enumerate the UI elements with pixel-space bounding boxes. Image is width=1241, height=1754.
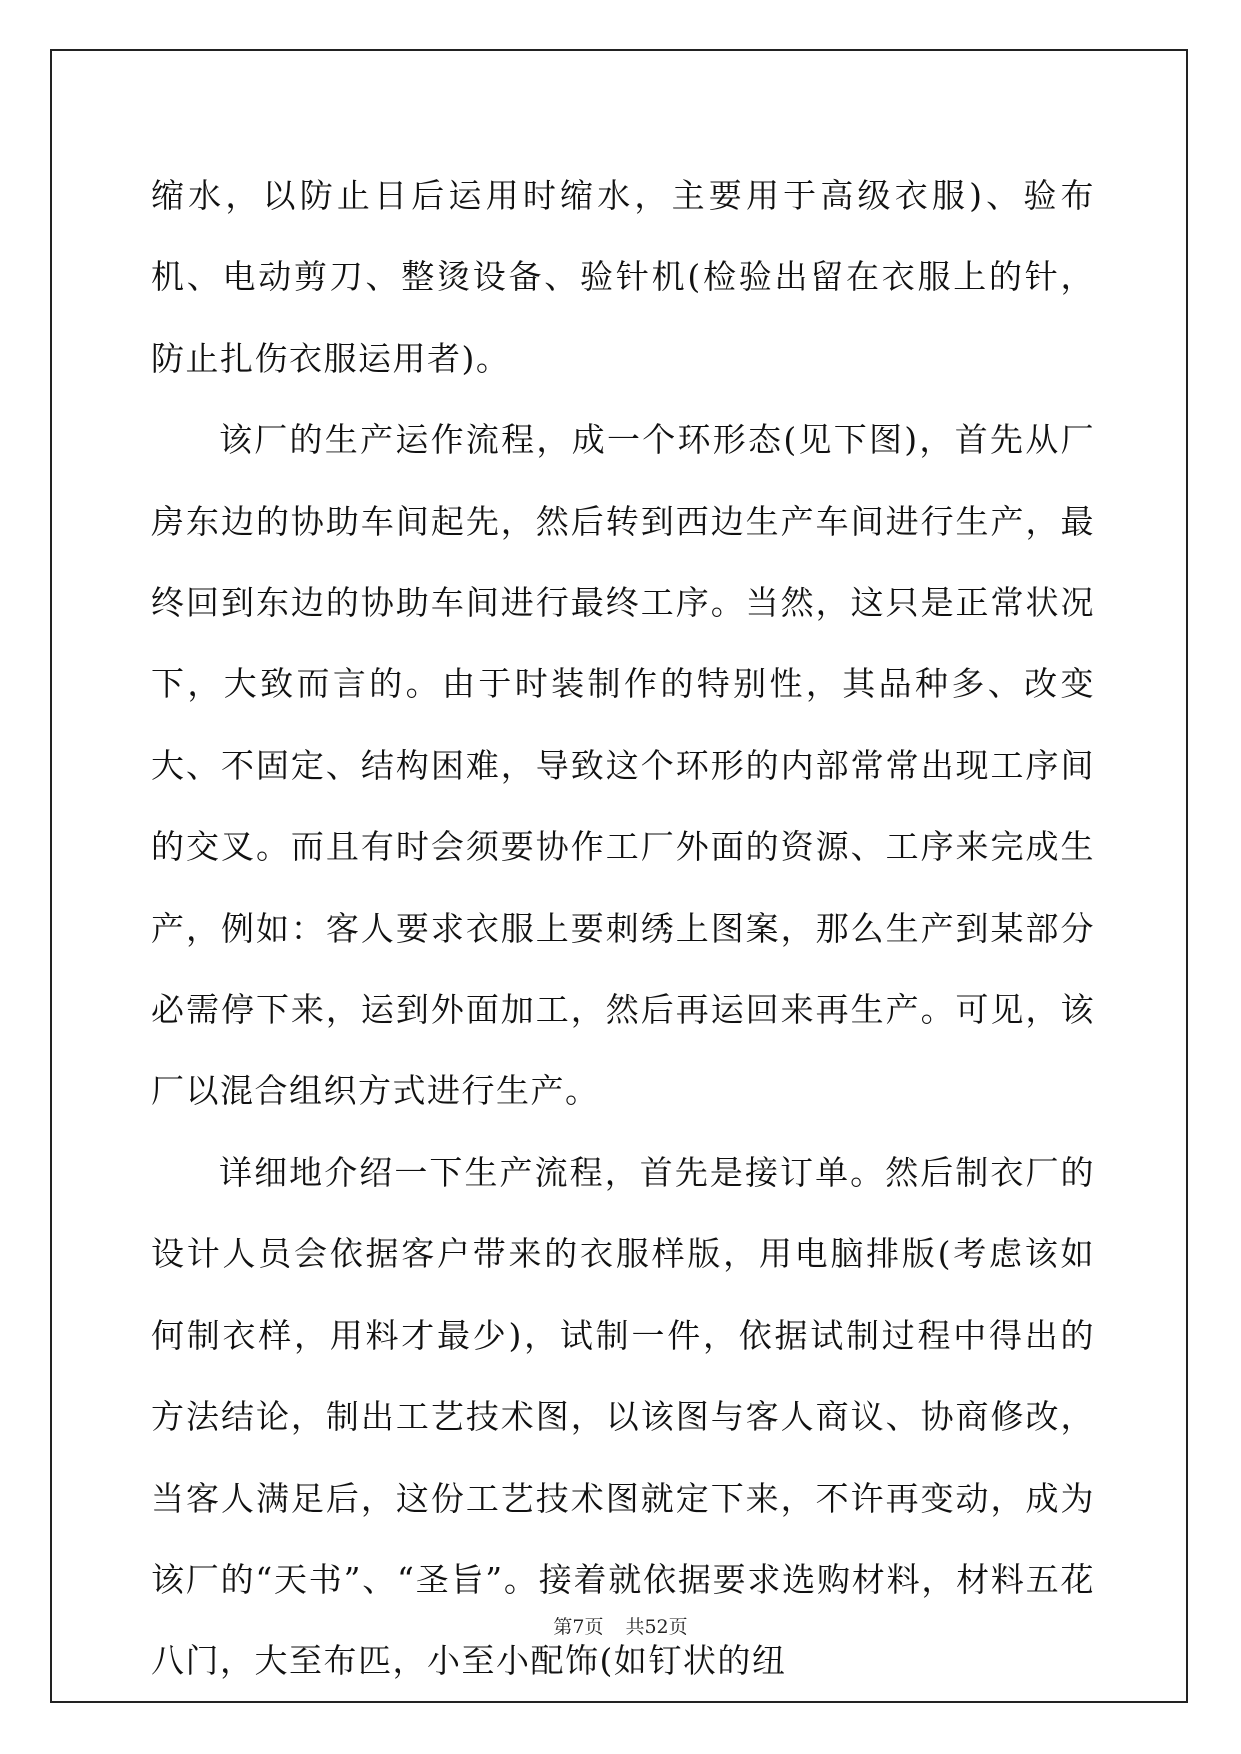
page-footer xyxy=(0,1612,1241,1639)
document-body xyxy=(151,155,1095,1702)
paragraph-production-flow: 该厂的生产运作流程，成一个环形态(见下图)，首先从厂房东边的协助车间起先，然后转到西边生产车间进行生产，最终回到东边的协助车间进行最终工序。当然，这只是正常状况下，大致而言的。由于时装制作的特别性，其品种多、改变大、不固定、结构困难，导致这个环形的内部常常出现工序间的交叉。而且有时会须要协作工厂外面的资源、工序来完成生产，例如：客人要求衣服上要刺绣上图案，那么生产到某部分必需停下来，运到外面加工，然后再运回来再生产。可见，该厂以混合组织方式进行生产。 xyxy=(151,420,1095,1111)
total-pages-label: 共52页 xyxy=(625,1616,688,1638)
current-page-label: 第7页 xyxy=(553,1616,604,1638)
paragraph-continued: 缩水，以防止日后运用时缩水，主要用于高级衣服)、验布机、电动剪刀、整烫设备、验针机(检验出留在衣服上的针，防止扎伤衣服运用者)。 xyxy=(151,176,1095,378)
paragraph-detailed-process: 详细地介绍一下生产流程，首先是接订单。然后制衣厂的设计人员会依据客户带来的衣服样版，用电脑排版(考虑该如何制衣样，用料才最少)，试制一件，依据试制过程中得出的方法结论，制出工艺技术图，以该图与客人商议、协商修改，当客人满足后，这份工艺技术图就定下来，不许再变动，成为该厂的“天书”、“圣旨”。接着就依据要求选购材料，材料五花八门，大至布匹，小至小配饰(如钉状的纽 xyxy=(151,1152,1095,1681)
